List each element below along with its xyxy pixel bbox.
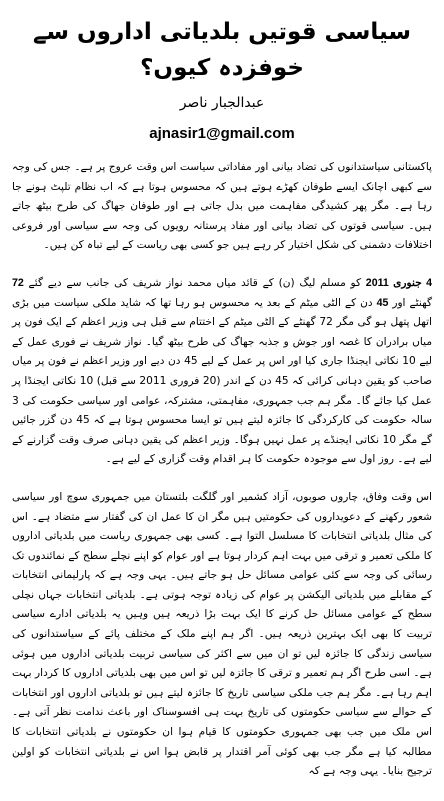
paragraph-2-text-b: گھنٹے اور xyxy=(388,296,433,309)
paragraph-2-number-45: 45 xyxy=(376,296,389,309)
paragraph-2-number-72: 72 xyxy=(12,276,24,289)
paragraph-2-text-a: کو مسلم لیگ (ن) کے قائد میاں محمد نواز شریف کی جانب سے دیے گئے xyxy=(23,276,366,289)
article-body xyxy=(12,158,432,782)
article-title: سیاسی قوتیں بلدیاتی اداروں سے خوفزدہ کیوں؟ xyxy=(32,19,412,81)
author-email: ajnasir1@gmail.com xyxy=(149,125,295,142)
paragraph-2-date: 4 جنوری 2011 xyxy=(365,276,432,289)
paragraph-2-text-c: دن کے الٹی میٹم کے بعد یہ محسوس ہو رہا تھا کہ شاید ملکی سیاست میں بڑی اتھل پتھل ہو گی مگر 72 گھنٹے کے الٹی میٹم کے اختتام سے قبل ہی وزیر اعظم کے ایک فون پر میاں برادران کا غصہ اور جوش و جذبہ جھاگ کی طرح بیٹھ گیا۔ نواز شریف نے فوری عمل کے لیے 10 نکاتی ایجنڈا جاری کیا اور اس پر عمل کے لیے 45 دن دیے اور وزیر اعظم نے فون پر میاں صاحب کو یقین دہانی کرائی کہ 45 دن کے اندر (20 فروری 2011 سے قبل) 10 نکاتی ایجنڈا پر عمل کیا جائے گا۔ مگر ہم جب جمہوری، مفاہمتی، مشترکہ، عوامی اور سیاسی حکومت کی 3 سالہ حکومت کی کارکردگی کا جائزہ لیتے ہیں تو ایسا محسوس ہوتا ہے کہ 45 دن گزر جائیں گے مگر 10 نکاتی ایجنڈے پر عمل نہیں ہوگا۔ وزیر اعظم کی یقین دہانی صرف وقت گزارنے کے لیے ہے۔ روز اول سے موجودہ حکومت کا ہر اقدام وقت گزاری کے لیے ہے۔ xyxy=(12,296,433,466)
paragraph-3: اس وقت وفاق، چاروں صوبوں، آزاد کشمیر اور گلگت بلتستان میں جمہوری سوچ اور سیاسی شعور رکھنے کے دعویداروں کی حکومتیں ہیں مگر ان کا عمل ان کی گفتار سے متضاد ہے۔ اس کی مثال بلدیاتی انتخابات کا مسلسل التوا ہے۔ کسی بھی جمہوری ریاست میں بلدیاتی اداروں کا ملکی تعمیر و ترقی میں بہت اہم کردار ہوتا ہے اور عوام کو اپنے نچلے سطح کے نمائندوں تک رسائی کی وجہ سے کئی عوامی مسائل حل ہو جاتے ہیں۔ یہی وجہ ہے کہ پارلیمانی انتخابات کے مقابلے میں بلدیاتی الیکشن پر عوام کی زیادہ توجہ ہوتی ہے۔ بلدیاتی انتخابات جہاں نچلی سطح کے عوامی مسائل حل کرنے کا ایک بہت بڑا ذریعہ ہیں وہیں یہ بلدیاتی ادارے سیاسی تربیت کا بھی ایک بہترین ذریعہ ہیں۔ اگر ہم اپنے ملک کے مختلف پائے کے سیاستدانوں کی سیاسی زندگی کا جائزہ لیں تو ان میں سے اکثر کی سیاسی تربیت بلدیاتی اداروں میں ہوئی ہے۔ اسی طرح اگر ہم تعمیر و ترقی کا جائزہ لیں تو اس میں بھی بلدیاتی اداروں کا کردار بہت اہم رہا ہے۔ مگر ہم جب ملکی سیاسی تاریخ کا جائزہ لیتے ہیں تو بلدیاتی اداروں اور انتخابات کے حوالے سے سیاسی حکومتوں کی تاریخ بہت ہی افسوسناک اور باعث ندامت نظر آتی ہے۔ اس ملک میں جب بھی جمہوری حکومتوں کا قیام ہوا ان حکومتوں نے بلدیاتی انتخابات کا مطالبہ کیا ہے مگر جب بھی کوئی آمر اقتدار پر قابض ہوا اس نے بلدیاتی انتخابات کو اولین ترجیح بنایا۔ یہی وجہ ہے کہ xyxy=(12,490,432,778)
article-author: عبدالجبار ناصر xyxy=(179,95,265,111)
paragraph-1: پاکستانی سیاستدانوں کی تضاد بیانی اور مفاداتی سیاست اس وقت عروج پر ہے۔ جس کی وجہ سے کبھی اچانک ایسے طوفان کھڑے ہوتے ہیں کہ محسوس ہوتا ہے کہ اب نظام تلپٹ ہونے جا رہا ہے۔ مگر پھر کشیدگی مفاہمت میں بدل جاتی ہے اور طوفان جھاگ کی طرح بیٹھ جاتے ہیں۔ سیاسی قوتوں کی تضاد بیانی اور مفاد پرستانہ رویوں کی وجہ سے سیاسی اور فروعی اختلافات دشمنی کی شکل اختیار کر رہے ہیں جو کسی بھی ریاست کے لیے تباہ کن ہیں۔ xyxy=(12,161,432,252)
paragraph-2 xyxy=(12,274,432,470)
